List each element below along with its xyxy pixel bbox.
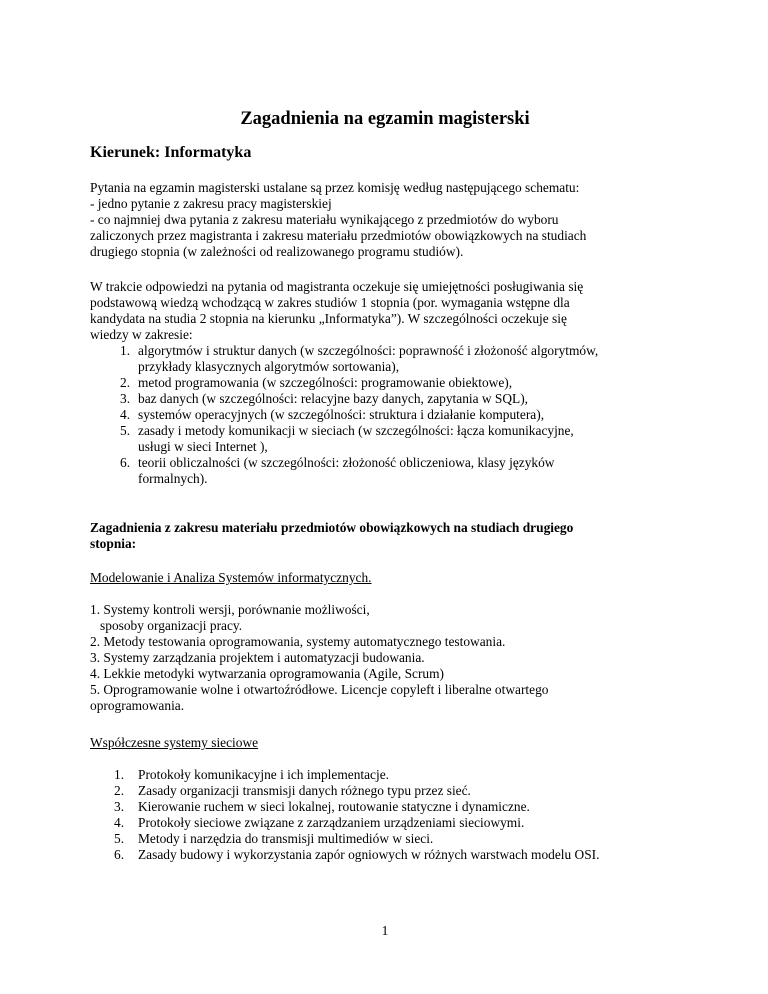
- list-number: 5.: [114, 831, 125, 846]
- intro-line: - co najmniej dwa pytania z zakresu materiału wynikającego z przedmiotów do wyboru: [90, 212, 559, 227]
- list-text: baz danych (w szczególności: relacyjne bazy danych, zapytania w SQL),: [138, 391, 529, 406]
- list-item: [90, 767, 690, 783]
- list-number: 3.: [120, 391, 131, 406]
- list-number: 2.: [120, 375, 131, 390]
- list-number: 6.: [114, 847, 125, 862]
- page-subtitle: Kierunek: Informatyka: [90, 144, 252, 161]
- intro-line: zaliczonych przez magistranta i zakresu materiału przedmiotów obowiązkowych na studiach: [90, 228, 587, 243]
- intro-line: drugiego stopnia (w zależności od realizowanego programu studiów).: [90, 244, 464, 259]
- expectations-line: kandydata na studia 2 stopnia na kierunku „Informatyka”). W szczególności oczekuje się: [90, 311, 567, 326]
- intro-paragraph: [90, 180, 690, 260]
- intro-line: Pytania na egzamin magisterski ustalane są przez komisję według następującego schematu:: [90, 180, 580, 195]
- intro-line: - jedno pytanie z zakresu pracy magisterskiej: [90, 196, 332, 211]
- section-sieciowe: [90, 735, 690, 751]
- knowledge-list: [90, 343, 690, 487]
- section-title: Współczesne systemy sieciowe: [90, 735, 259, 750]
- list-number: 5.: [120, 423, 131, 438]
- section-line: 4. Lekkie metodyki wytwarzania oprogramowania (Agile, Scrum): [90, 666, 444, 681]
- list-text: teorii obliczalności (w szczególności: złożoność obliczeniowa, klasy języków: [138, 455, 555, 470]
- mandatory-heading-line: stopnia:: [90, 536, 137, 551]
- list-text: formalnych).: [138, 471, 208, 486]
- list-number: 6.: [120, 455, 131, 470]
- expectations-line: wiedzy w zakresie:: [90, 327, 193, 342]
- section-sieciowe-list: [90, 767, 690, 863]
- section-line: 1. Systemy kontroli wersji, porównanie możliwości,: [90, 602, 370, 617]
- mandatory-heading-line: Zagadnienia z zakresu materiału przedmiotów obowiązkowych na studiach drugiego: [90, 520, 574, 535]
- list-number: 2.: [114, 783, 125, 798]
- list-text: Protokoły komunikacyjne i ich implementacje.: [138, 767, 390, 782]
- expectations-line: W trakcie odpowiedzi na pytania od magistranta oczekuje się umiejętności posługiwania się: [90, 279, 584, 294]
- list-text: systemów operacyjnych (w szczególności: struktura i działanie komputera),: [138, 407, 545, 422]
- section-line: 3. Systemy zarządzania projektem i automatyzacji budowania.: [90, 650, 425, 665]
- list-text: Metody i narzędzia do transmisji multimediów w sieci.: [138, 831, 434, 846]
- page-number: 1: [381, 923, 389, 938]
- list-item: [90, 831, 690, 847]
- list-item: [90, 407, 690, 423]
- list-item: [90, 391, 690, 407]
- list-number: 1.: [114, 767, 125, 782]
- expectations-line: podstawową wiedzą wchodzącą w zakres studiów 1 stopnia (por. wymagania wstępne dla: [90, 295, 570, 310]
- list-text: przykłady klasycznych algorytmów sortowania),: [138, 359, 400, 374]
- list-item: [90, 343, 690, 375]
- list-item: [90, 423, 690, 455]
- list-text: metod programowania (w szczególności: programowanie obiektowe),: [138, 375, 513, 390]
- list-text: algorytmów i struktur danych (w szczególności: poprawność i złożoność algorytmów,: [138, 343, 599, 358]
- section-line: sposoby organizacji pracy.: [90, 618, 243, 633]
- list-text: zasady i metody komunikacji w sieciach (w szczególności: łącza komunikacyjne,: [138, 423, 574, 438]
- section-modelowanie: [90, 570, 690, 586]
- list-text: Kierowanie ruchem w sieci lokalnej, routowanie statyczne i dynamiczne.: [138, 799, 530, 814]
- section-line: oprogramowania.: [90, 698, 185, 713]
- list-text: Protokoły sieciowe związane z zarządzaniem urządzeniami sieciowymi.: [138, 815, 525, 830]
- list-number: 3.: [114, 799, 125, 814]
- list-item: [90, 799, 690, 815]
- section-line: 2. Metody testowania oprogramowania, systemy automatycznego testowania.: [90, 634, 506, 649]
- list-item: [90, 783, 690, 799]
- list-item: [90, 815, 690, 831]
- list-text: usługi w sieci Internet ),: [138, 439, 268, 454]
- section-modelowanie-list: [90, 602, 690, 714]
- list-item: [90, 847, 690, 863]
- section-line: 5. Oprogramowanie wolne i otwartoźródłowe. Licencje copyleft i liberalne otwartego: [90, 682, 549, 697]
- list-number: 4.: [120, 407, 131, 422]
- mandatory-heading: [90, 520, 690, 552]
- list-number: 4.: [114, 815, 125, 830]
- expectations-paragraph: [90, 279, 690, 487]
- section-title: Modelowanie i Analiza Systemów informatycznych.: [90, 570, 372, 585]
- network-list: [90, 767, 690, 863]
- list-item: [90, 375, 690, 391]
- list-item: [90, 455, 690, 487]
- list-text: Zasady organizacji transmisji danych różnego typu przez sieć.: [138, 783, 471, 798]
- list-text: Zasady budowy i wykorzystania zapór ogniowych w różnych warstwach modelu OSI.: [138, 847, 600, 862]
- list-number: 1.: [120, 343, 131, 358]
- page-title: Zagadnienia na egzamin magisterski: [240, 109, 530, 129]
